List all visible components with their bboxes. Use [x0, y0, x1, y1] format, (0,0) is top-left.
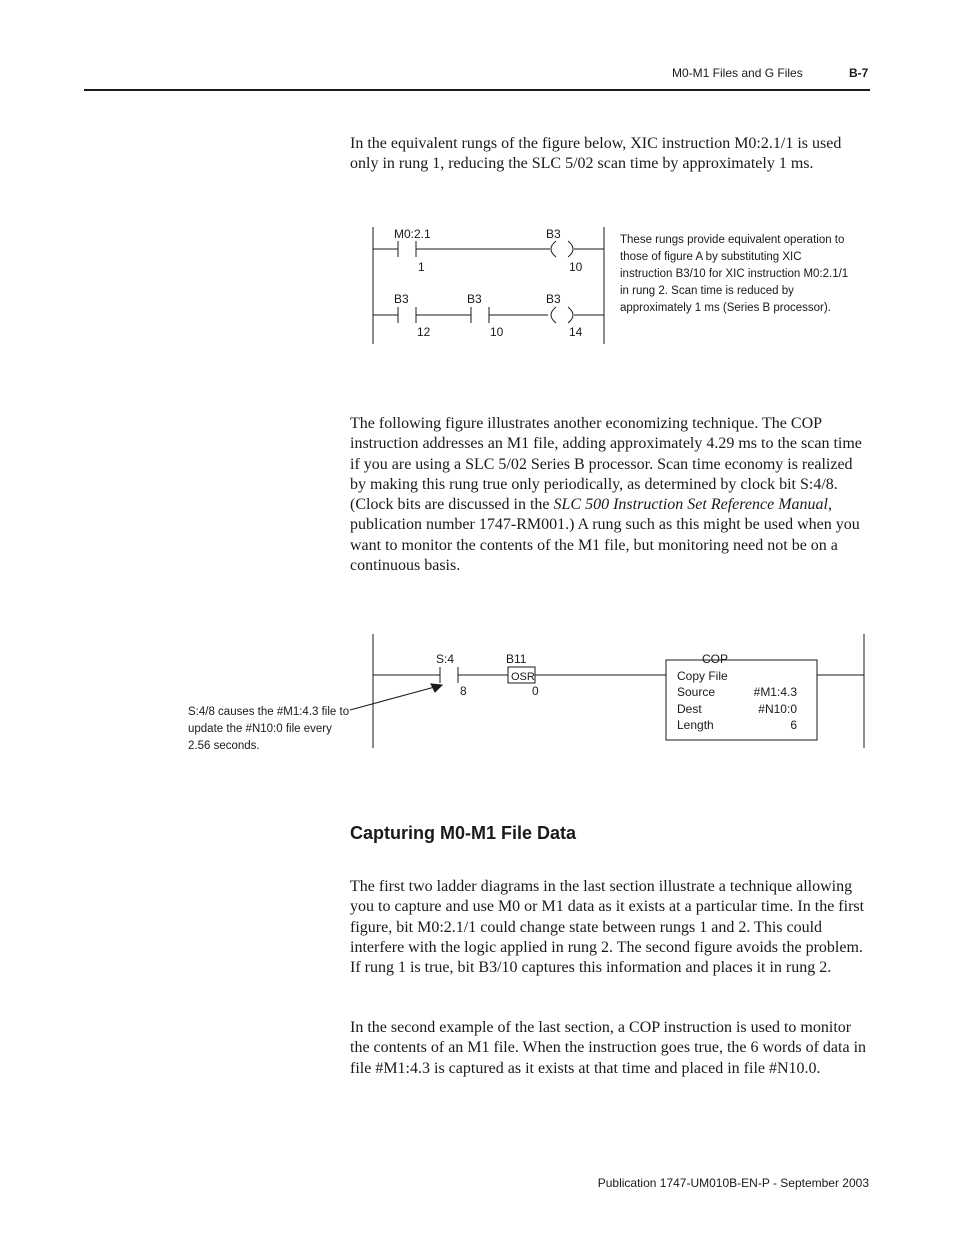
figure1-note-line-5: approximately 1 ms (Series B processor). — [620, 302, 831, 314]
xic-contact-b3-12 — [398, 307, 416, 323]
figure2-note-line-2: update the #N10:0 file every — [188, 723, 332, 735]
coil-address-b3: B3 — [546, 227, 561, 241]
paragraph-economizing-technique — [350, 414, 870, 576]
paragraph-capturing-technique: The first two ladder diagrams in the last section illustrate a technique allowing you to capture and use M0 or M1 data as it exists at a particular time. In the first figure, bit M0:2.1/1 could change state between rungs 1 and 2. This could interfere with the logic applied in rung 2. The second figure avoids the problem. If rung 1 is true, bit B3/10 captures this information and places it in rung 2. — [350, 878, 865, 977]
osr-label: OSR — [511, 671, 535, 683]
cop-dest-value: #N10:0 — [758, 702, 797, 716]
ladder-figure-cop-rung — [180, 630, 880, 760]
paragraph2-text-b: , publication number 1747-RM001.) A rung such as this might be used when you want to monitor the contents of the M1 file, but monitoring need not be on a continuous basis. — [350, 496, 860, 575]
xic-contact-b3-10 — [471, 307, 489, 323]
figure1-note-line-1: These rungs provide equivalent operation to — [620, 234, 845, 246]
cop-length-value: 6 — [790, 718, 797, 732]
header-rule — [84, 89, 870, 91]
cop-length-label: Length — [677, 718, 714, 732]
osr-address-b11: B11 — [506, 652, 527, 666]
contact2-address: B3 — [467, 292, 482, 306]
contact-bit-m0: 1 — [418, 260, 425, 274]
figure2-note-line-1: S:4/8 causes the #M1:4.3 file to — [188, 706, 350, 718]
ladder-figure-equivalent-rungs — [360, 222, 860, 352]
xic-contact-m0 — [398, 241, 416, 257]
publication-footer: Publication 1747-UM010B-EN-P - September 2003 — [597, 1176, 869, 1190]
figure1-note-line-4: in rung 2. Scan time is reduced by — [620, 285, 794, 297]
cop-dest-label: Dest — [677, 702, 702, 716]
figure1-note-line-2: those of figure A by substituting XIC — [620, 251, 802, 263]
section-heading: Capturing M0-M1 File Data — [350, 823, 577, 843]
contact-address-m0: M0:2.1 — [394, 227, 431, 241]
figure2-note-line-3: 2.56 seconds. — [188, 740, 260, 752]
coil-bit-10: 10 — [569, 260, 583, 274]
xic-contact-s4-8 — [440, 667, 458, 683]
cop-source-label: Source — [677, 685, 716, 699]
callout-arrow — [350, 685, 442, 710]
cop-name: Copy File — [677, 669, 728, 683]
contact1-address: B3 — [394, 292, 409, 306]
coil2-address: B3 — [546, 292, 561, 306]
paragraph2-text-a: The following figure illustrates another economizing technique. The COP instruction addresses an M1 file, adding approximately 4.29 ms to the scan time if you are using a SLC 5/02 Series B processor. Scan time economy is realized by making this rung true only periodically, as determined by clock bit S:4/8. (Clock bits are discussed in the — [350, 415, 862, 514]
coil-b3-14 — [551, 307, 573, 323]
cop-title: COP — [702, 652, 729, 666]
contact-address-s4: S:4 — [436, 652, 455, 666]
contact1-bit: 12 — [417, 325, 431, 339]
paragraph-cop-example: In the second example of the last section, a COP instruction is used to monitor the contents of an M1 file. When the instruction goes true, the 6 words of data in file #M1:4.3 is captured as it exists at that time and placed in file #N10.0. — [350, 1019, 867, 1077]
cop-source-value: #M1:4.3 — [753, 685, 797, 699]
coil2-bit: 14 — [569, 325, 583, 339]
coil-b3-10 — [551, 241, 573, 257]
manual-title: SLC 500 Instruction Set Reference Manual — [553, 496, 828, 514]
page-number: B-7 — [849, 66, 869, 80]
contact2-bit: 10 — [490, 325, 504, 339]
figure1-note-line-3: instruction B3/10 for XIC instruction M0:2.1/1 — [620, 268, 849, 280]
contact-bit-8: 8 — [460, 684, 467, 698]
intro-paragraph: In the equivalent rungs of the figure below, XIC instruction M0:2.1/1 is used only in rung 1, reducing the SLC 5/02 scan time by approximately 1 ms. — [350, 135, 842, 173]
header-section-title: M0-M1 Files and G Files — [672, 66, 803, 80]
osr-bit-0: 0 — [532, 684, 539, 698]
